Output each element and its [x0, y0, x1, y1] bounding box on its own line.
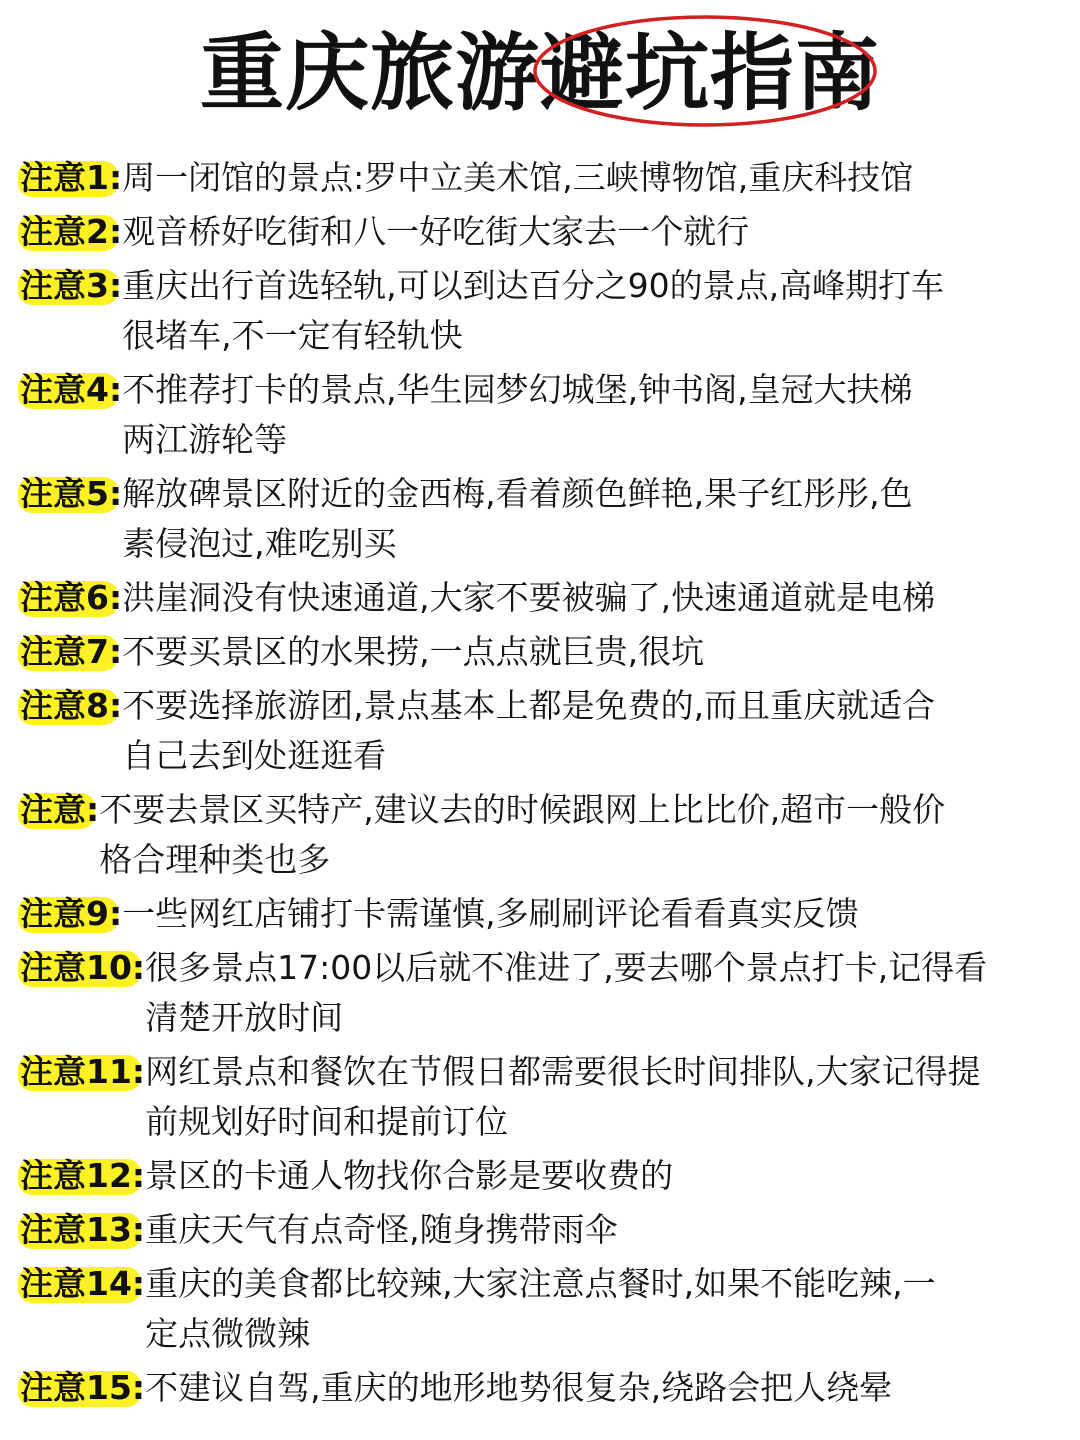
note-label: 注意1:: [18, 153, 122, 203]
note-text-line: 观音桥好吃街和八一好吃街大家去一个就行: [122, 212, 750, 251]
note-label: 注意9:: [18, 889, 122, 939]
note-text: [122, 627, 1080, 677]
note-label: 注意13:: [18, 1205, 145, 1255]
title-area: [0, 18, 1080, 138]
note-text-line: 素侵泡过,难吃别买: [122, 524, 397, 563]
note-text-line: 不推荐打卡的景点,华生园梦幻城堡,钟书阁,皇冠大扶梯: [122, 370, 913, 409]
note-text-line: 重庆的美食都比较辣,大家注意点餐时,如果不能吃辣,一: [145, 1264, 936, 1303]
note-text-line: 清楚开放时间: [145, 998, 344, 1037]
note-item: [0, 153, 1080, 203]
note-item: [0, 573, 1080, 623]
note-text: [122, 681, 1080, 781]
note-text-line: 两江游轮等: [122, 420, 288, 459]
note-item: [0, 1259, 1080, 1359]
note-label: 注意5:: [18, 469, 122, 519]
note-item: [0, 1151, 1080, 1201]
note-item: [0, 1205, 1080, 1255]
note-item: [0, 943, 1080, 1043]
note-item: [0, 785, 1080, 885]
note-label: 注意10:: [18, 943, 145, 993]
note-item: [0, 681, 1080, 781]
note-label: 注意15:: [18, 1363, 145, 1413]
note-text: [99, 785, 1080, 885]
note-item: [0, 365, 1080, 465]
note-text: [122, 365, 1080, 465]
note-text: [145, 1363, 1080, 1413]
note-text-line: 网红景点和餐饮在节假日都需要很长时间排队,大家记得提: [145, 1052, 981, 1091]
note-label: 注意4:: [18, 365, 122, 415]
note-text-line: 前规划好时间和提前订位: [145, 1102, 509, 1141]
note-text: [122, 207, 1080, 257]
note-text: [145, 1205, 1080, 1255]
note-text: [145, 943, 1080, 1043]
note-item: [0, 1363, 1080, 1413]
note-text: [122, 153, 1080, 203]
note-label: 注意:: [18, 785, 99, 835]
note-text-line: 不要去景区买特产,建议去的时候跟网上比比价,超市一般价: [99, 790, 946, 829]
note-label: 注意3:: [18, 261, 122, 311]
note-item: [0, 469, 1080, 569]
note-text: [122, 261, 1080, 361]
note-text-line: 重庆出行首选轻轨,可以到达百分之90的景点,高峰期打车: [122, 266, 945, 305]
note-text-line: 一些网红店铺打卡需谨慎,多刷刷评论看看真实反馈: [122, 894, 859, 933]
note-item: [0, 207, 1080, 257]
note-text-line: 定点微微辣: [145, 1314, 311, 1353]
note-text-line: 解放碑景区附近的金西梅,看着颜色鲜艳,果子红彤彤,色: [122, 474, 913, 513]
note-label: 注意11:: [18, 1047, 145, 1097]
note-text-line: 景区的卡通人物找你合影是要收费的: [145, 1156, 674, 1195]
note-item: [0, 627, 1080, 677]
note-text-line: 格合理种类也多: [99, 840, 331, 879]
notes-list: [0, 153, 1080, 1417]
note-item: [0, 261, 1080, 361]
note-item: [0, 889, 1080, 939]
note-text-line: 很堵车,不一定有轻轨快: [122, 316, 463, 355]
note-text-line: 不建议自驾,重庆的地形地势很复杂,绕路会把人绕晕: [145, 1368, 893, 1407]
note-text-line: 不要选择旅游团,景点基本上都是免费的,而且重庆就适合: [122, 686, 936, 725]
note-text: [122, 889, 1080, 939]
note-text-line: 重庆天气有点奇怪,随身携带雨伞: [145, 1210, 618, 1249]
title-prefix: 重庆旅游: [199, 24, 540, 122]
note-label: 注意6:: [18, 573, 122, 623]
note-text-line: 洪崖洞没有快速通道,大家不要被骗了,快速通道就是电梯: [122, 578, 936, 617]
note-item: [0, 1047, 1080, 1147]
note-text-line: 周一闭馆的景点:罗中立美术馆,三峡博物馆,重庆科技馆: [122, 158, 914, 197]
title-highlighted: 避坑指南: [540, 24, 881, 122]
note-text: [145, 1151, 1080, 1201]
note-text: [122, 469, 1080, 569]
note-text-line: 很多景点17:00以后就不准进了,要去哪个景点打卡,记得看: [145, 948, 988, 987]
note-text-line: 不要买景区的水果捞,一点点就巨贵,很坑: [122, 632, 705, 671]
note-text: [145, 1259, 1080, 1359]
note-text-line: 自己去到处逛逛看: [122, 736, 387, 775]
note-label: 注意7:: [18, 627, 122, 677]
note-text: [145, 1047, 1080, 1147]
note-label: 注意2:: [18, 207, 122, 257]
note-label: 注意14:: [18, 1259, 145, 1309]
note-text: [122, 573, 1080, 623]
page-title: [200, 18, 880, 128]
note-label: 注意8:: [18, 681, 122, 731]
note-label: 注意12:: [18, 1151, 145, 1201]
